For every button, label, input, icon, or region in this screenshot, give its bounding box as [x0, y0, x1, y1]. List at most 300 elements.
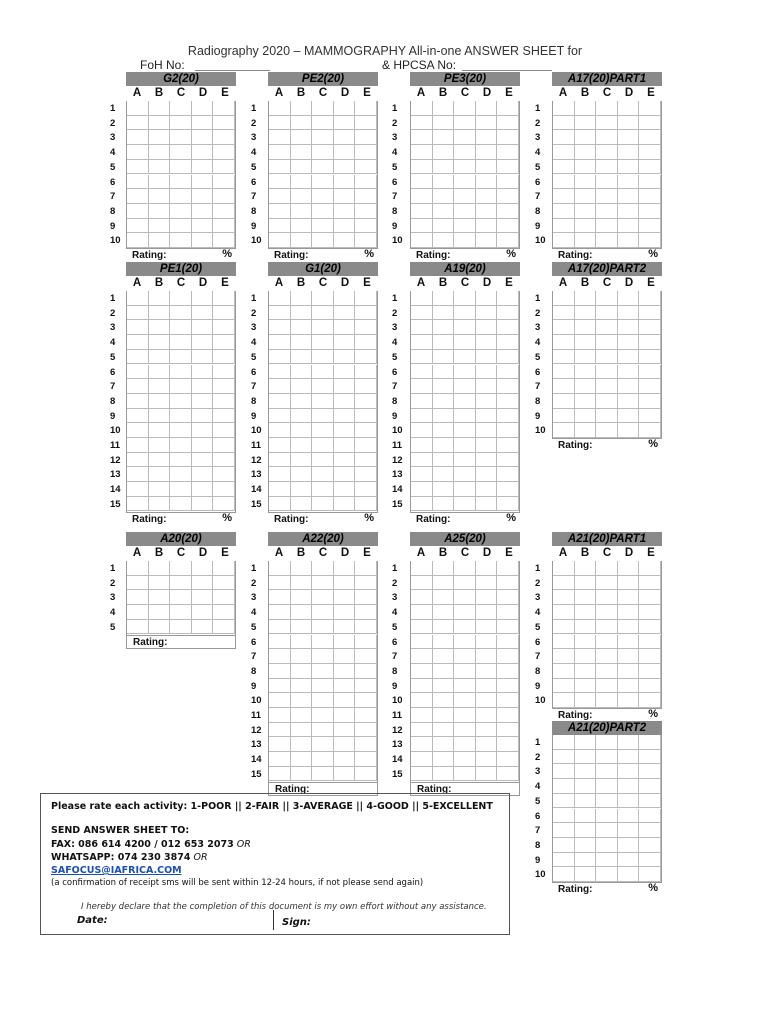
answer-cell[interactable]	[411, 737, 433, 752]
answer-cell[interactable]	[355, 291, 377, 306]
answer-cell[interactable]	[269, 679, 291, 694]
answer-cell[interactable]	[355, 497, 377, 512]
answer-cell[interactable]	[411, 576, 433, 591]
answer-cell[interactable]	[476, 189, 498, 204]
answer-cell[interactable]	[291, 576, 313, 591]
answer-cell[interactable]	[127, 620, 149, 635]
answer-cell[interactable]	[433, 394, 455, 409]
answer-cell[interactable]	[433, 438, 455, 453]
answer-cell[interactable]	[411, 467, 433, 482]
answer-cell[interactable]	[170, 409, 192, 424]
answer-cell[interactable]	[575, 365, 597, 380]
answer-cell[interactable]	[639, 838, 661, 853]
answer-cell[interactable]	[192, 482, 214, 497]
answer-cell[interactable]	[575, 116, 597, 131]
answer-cell[interactable]	[411, 679, 433, 694]
answer-cell[interactable]	[497, 101, 519, 116]
answer-cell[interactable]	[355, 561, 377, 576]
answer-cell[interactable]	[312, 693, 334, 708]
answer-cell[interactable]	[639, 590, 661, 605]
answer-cell[interactable]	[312, 145, 334, 160]
answer-cell[interactable]	[639, 605, 661, 620]
answer-cell[interactable]	[575, 350, 597, 365]
answer-cell[interactable]	[334, 693, 356, 708]
answer-cell[interactable]	[553, 605, 575, 620]
answer-cell[interactable]	[149, 350, 171, 365]
answer-cell[interactable]	[127, 233, 149, 248]
answer-cell[interactable]	[575, 219, 597, 234]
answer-cell[interactable]	[170, 101, 192, 116]
answer-cell[interactable]	[454, 409, 476, 424]
rating-row[interactable]	[268, 248, 378, 263]
answer-cell[interactable]	[497, 189, 519, 204]
answer-cell[interactable]	[355, 320, 377, 335]
answer-cell[interactable]	[127, 423, 149, 438]
answer-cell[interactable]	[497, 620, 519, 635]
answer-cell[interactable]	[476, 649, 498, 664]
answer-cell[interactable]	[476, 219, 498, 234]
answer-cell[interactable]	[639, 794, 661, 809]
answer-cell[interactable]	[170, 620, 192, 635]
answer-cell[interactable]	[639, 116, 661, 131]
answer-cell[interactable]	[433, 679, 455, 694]
answer-cell[interactable]	[575, 320, 597, 335]
answer-cell[interactable]	[639, 409, 661, 424]
answer-cell[interactable]	[596, 693, 618, 708]
answer-cell[interactable]	[639, 620, 661, 635]
answer-cell[interactable]	[553, 130, 575, 145]
answer-cell[interactable]	[411, 101, 433, 116]
answer-cell[interactable]	[291, 306, 313, 321]
answer-cell[interactable]	[454, 723, 476, 738]
answer-cell[interactable]	[497, 708, 519, 723]
answer-cell[interactable]	[433, 635, 455, 650]
answer-cell[interactable]	[192, 306, 214, 321]
answer-cell[interactable]	[454, 576, 476, 591]
answer-cell[interactable]	[149, 130, 171, 145]
answer-cell[interactable]	[213, 620, 235, 635]
rating-row[interactable]	[126, 512, 236, 527]
answer-cell[interactable]	[639, 233, 661, 248]
answer-cell[interactable]	[411, 438, 433, 453]
answer-cell[interactable]	[618, 867, 640, 882]
answer-cell[interactable]	[269, 160, 291, 175]
answer-cell[interactable]	[618, 576, 640, 591]
answer-cell[interactable]	[476, 635, 498, 650]
answer-cell[interactable]	[497, 145, 519, 160]
answer-cell[interactable]	[476, 723, 498, 738]
answer-cell[interactable]	[312, 233, 334, 248]
answer-cell[interactable]	[454, 438, 476, 453]
answer-cell[interactable]	[497, 438, 519, 453]
answer-cell[interactable]	[596, 219, 618, 234]
answer-cell[interactable]	[312, 482, 334, 497]
answer-cell[interactable]	[291, 219, 313, 234]
answer-cell[interactable]	[269, 233, 291, 248]
answer-cell[interactable]	[433, 497, 455, 512]
answer-cell[interactable]	[618, 605, 640, 620]
answer-cell[interactable]	[575, 794, 597, 809]
answer-cell[interactable]	[192, 438, 214, 453]
answer-cell[interactable]	[355, 679, 377, 694]
answer-cell[interactable]	[639, 635, 661, 650]
answer-cell[interactable]	[476, 409, 498, 424]
answer-cell[interactable]	[553, 291, 575, 306]
answer-cell[interactable]	[269, 394, 291, 409]
answer-cell[interactable]	[269, 664, 291, 679]
answer-cell[interactable]	[149, 365, 171, 380]
answer-cell[interactable]	[334, 101, 356, 116]
answer-cell[interactable]	[149, 590, 171, 605]
answer-cell[interactable]	[127, 453, 149, 468]
answer-cell[interactable]	[312, 130, 334, 145]
answer-cell[interactable]	[269, 365, 291, 380]
answer-cell[interactable]	[269, 467, 291, 482]
answer-cell[interactable]	[192, 160, 214, 175]
answer-cell[interactable]	[312, 620, 334, 635]
answer-cell[interactable]	[269, 130, 291, 145]
answer-cell[interactable]	[618, 394, 640, 409]
answer-cell[interactable]	[170, 219, 192, 234]
answer-cell[interactable]	[213, 467, 235, 482]
answer-cell[interactable]	[355, 175, 377, 190]
answer-cell[interactable]	[149, 219, 171, 234]
answer-cell[interactable]	[433, 590, 455, 605]
answer-cell[interactable]	[170, 291, 192, 306]
answer-cell[interactable]	[355, 649, 377, 664]
answer-cell[interactable]	[170, 130, 192, 145]
answer-cell[interactable]	[312, 335, 334, 350]
answer-cell[interactable]	[618, 175, 640, 190]
answer-cell[interactable]	[618, 764, 640, 779]
answer-cell[interactable]	[454, 175, 476, 190]
answer-cell[interactable]	[476, 116, 498, 131]
answer-cell[interactable]	[639, 809, 661, 824]
answer-cell[interactable]	[575, 335, 597, 350]
answer-cell[interactable]	[192, 233, 214, 248]
answer-cell[interactable]	[334, 605, 356, 620]
answer-cell[interactable]	[312, 365, 334, 380]
answer-cell[interactable]	[149, 291, 171, 306]
answer-cell[interactable]	[575, 809, 597, 824]
answer-cell[interactable]	[170, 561, 192, 576]
answer-cell[interactable]	[291, 204, 313, 219]
answer-cell[interactable]	[596, 635, 618, 650]
answer-cell[interactable]	[596, 320, 618, 335]
answer-cell[interactable]	[127, 320, 149, 335]
answer-cell[interactable]	[575, 379, 597, 394]
answer-cell[interactable]	[213, 219, 235, 234]
answer-cell[interactable]	[596, 116, 618, 131]
answer-cell[interactable]	[497, 409, 519, 424]
answer-cell[interactable]	[454, 335, 476, 350]
answer-cell[interactable]	[269, 379, 291, 394]
answer-cell[interactable]	[596, 335, 618, 350]
answer-cell[interactable]	[618, 379, 640, 394]
answer-cell[interactable]	[618, 130, 640, 145]
answer-cell[interactable]	[192, 590, 214, 605]
answer-cell[interactable]	[170, 350, 192, 365]
answer-cell[interactable]	[596, 145, 618, 160]
answer-cell[interactable]	[476, 379, 498, 394]
answer-cell[interactable]	[192, 467, 214, 482]
answer-cell[interactable]	[497, 219, 519, 234]
answer-cell[interactable]	[312, 423, 334, 438]
answer-cell[interactable]	[618, 779, 640, 794]
answer-cell[interactable]	[291, 708, 313, 723]
answer-cell[interactable]	[433, 664, 455, 679]
answer-cell[interactable]	[618, 838, 640, 853]
answer-cell[interactable]	[269, 590, 291, 605]
answer-cell[interactable]	[269, 723, 291, 738]
answer-cell[interactable]	[639, 750, 661, 765]
answer-cell[interactable]	[553, 175, 575, 190]
answer-cell[interactable]	[553, 867, 575, 882]
answer-cell[interactable]	[355, 664, 377, 679]
answer-cell[interactable]	[553, 679, 575, 694]
answer-cell[interactable]	[575, 145, 597, 160]
answer-cell[interactable]	[476, 590, 498, 605]
answer-cell[interactable]	[454, 767, 476, 782]
answer-cell[interactable]	[312, 649, 334, 664]
answer-cell[interactable]	[213, 189, 235, 204]
answer-cell[interactable]	[476, 175, 498, 190]
answer-cell[interactable]	[127, 335, 149, 350]
answer-cell[interactable]	[411, 620, 433, 635]
answer-cell[interactable]	[192, 394, 214, 409]
answer-cell[interactable]	[497, 379, 519, 394]
answer-cell[interactable]	[312, 576, 334, 591]
answer-cell[interactable]	[127, 467, 149, 482]
answer-cell[interactable]	[497, 752, 519, 767]
answer-cell[interactable]	[127, 204, 149, 219]
answer-cell[interactable]	[553, 764, 575, 779]
answer-cell[interactable]	[454, 664, 476, 679]
answer-cell[interactable]	[476, 233, 498, 248]
answer-cell[interactable]	[312, 635, 334, 650]
answer-cell[interactable]	[334, 219, 356, 234]
answer-cell[interactable]	[433, 453, 455, 468]
answer-cell[interactable]	[618, 409, 640, 424]
answer-cell[interactable]	[291, 620, 313, 635]
answer-cell[interactable]	[596, 823, 618, 838]
answer-cell[interactable]	[127, 379, 149, 394]
answer-cell[interactable]	[553, 160, 575, 175]
answer-cell[interactable]	[411, 497, 433, 512]
answer-cell[interactable]	[291, 160, 313, 175]
answer-cell[interactable]	[476, 350, 498, 365]
answer-cell[interactable]	[596, 576, 618, 591]
answer-cell[interactable]	[127, 590, 149, 605]
answer-cell[interactable]	[312, 320, 334, 335]
answer-cell[interactable]	[269, 605, 291, 620]
answer-cell[interactable]	[575, 423, 597, 438]
answer-cell[interactable]	[433, 737, 455, 752]
answer-cell[interactable]	[355, 233, 377, 248]
answer-cell[interactable]	[291, 467, 313, 482]
answer-cell[interactable]	[127, 116, 149, 131]
answer-cell[interactable]	[355, 189, 377, 204]
answer-cell[interactable]	[433, 350, 455, 365]
answer-cell[interactable]	[170, 576, 192, 591]
answer-cell[interactable]	[575, 204, 597, 219]
answer-cell[interactable]	[454, 605, 476, 620]
answer-cell[interactable]	[334, 423, 356, 438]
answer-cell[interactable]	[433, 767, 455, 782]
answer-cell[interactable]	[334, 394, 356, 409]
answer-cell[interactable]	[497, 175, 519, 190]
answer-cell[interactable]	[411, 423, 433, 438]
answer-cell[interactable]	[497, 635, 519, 650]
answer-cell[interactable]	[454, 350, 476, 365]
answer-cell[interactable]	[334, 335, 356, 350]
answer-cell[interactable]	[553, 350, 575, 365]
answer-cell[interactable]	[355, 438, 377, 453]
answer-cell[interactable]	[170, 453, 192, 468]
answer-cell[interactable]	[497, 482, 519, 497]
answer-cell[interactable]	[411, 590, 433, 605]
answer-cell[interactable]	[334, 576, 356, 591]
answer-cell[interactable]	[575, 101, 597, 116]
answer-cell[interactable]	[596, 838, 618, 853]
answer-cell[interactable]	[596, 101, 618, 116]
answer-cell[interactable]	[411, 649, 433, 664]
answer-cell[interactable]	[575, 693, 597, 708]
answer-cell[interactable]	[334, 708, 356, 723]
answer-cell[interactable]	[596, 204, 618, 219]
answer-cell[interactable]	[454, 708, 476, 723]
answer-cell[interactable]	[454, 423, 476, 438]
answer-cell[interactable]	[312, 453, 334, 468]
answer-cell[interactable]	[476, 497, 498, 512]
answer-cell[interactable]	[575, 620, 597, 635]
answer-cell[interactable]	[291, 649, 313, 664]
answer-cell[interactable]	[213, 233, 235, 248]
rating-row[interactable]	[126, 635, 236, 649]
answer-cell[interactable]	[575, 838, 597, 853]
answer-cell[interactable]	[334, 175, 356, 190]
answer-cell[interactable]	[149, 482, 171, 497]
answer-cell[interactable]	[355, 482, 377, 497]
answer-cell[interactable]	[553, 320, 575, 335]
answer-cell[interactable]	[312, 679, 334, 694]
answer-cell[interactable]	[269, 204, 291, 219]
answer-cell[interactable]	[497, 561, 519, 576]
answer-cell[interactable]	[433, 101, 455, 116]
answer-cell[interactable]	[575, 160, 597, 175]
answer-cell[interactable]	[639, 291, 661, 306]
answer-cell[interactable]	[618, 365, 640, 380]
answer-cell[interactable]	[170, 497, 192, 512]
answer-cell[interactable]	[170, 467, 192, 482]
answer-cell[interactable]	[553, 809, 575, 824]
answer-cell[interactable]	[596, 764, 618, 779]
answer-cell[interactable]	[149, 379, 171, 394]
answer-cell[interactable]	[334, 737, 356, 752]
answer-cell[interactable]	[411, 453, 433, 468]
answer-cell[interactable]	[149, 101, 171, 116]
answer-cell[interactable]	[411, 379, 433, 394]
answer-cell[interactable]	[213, 160, 235, 175]
answer-cell[interactable]	[497, 605, 519, 620]
answer-cell[interactable]	[639, 130, 661, 145]
answer-cell[interactable]	[575, 750, 597, 765]
answer-cell[interactable]	[269, 291, 291, 306]
answer-cell[interactable]	[312, 160, 334, 175]
answer-cell[interactable]	[192, 576, 214, 591]
answer-cell[interactable]	[149, 145, 171, 160]
answer-cell[interactable]	[497, 497, 519, 512]
answer-cell[interactable]	[553, 561, 575, 576]
answer-cell[interactable]	[355, 752, 377, 767]
answer-cell[interactable]	[454, 453, 476, 468]
answer-cell[interactable]	[334, 233, 356, 248]
answer-cell[interactable]	[476, 365, 498, 380]
answer-cell[interactable]	[618, 101, 640, 116]
answer-cell[interactable]	[127, 306, 149, 321]
answer-cell[interactable]	[312, 737, 334, 752]
answer-cell[interactable]	[497, 453, 519, 468]
answer-cell[interactable]	[291, 561, 313, 576]
answer-cell[interactable]	[291, 175, 313, 190]
answer-cell[interactable]	[575, 409, 597, 424]
answer-cell[interactable]	[291, 291, 313, 306]
answer-cell[interactable]	[127, 394, 149, 409]
answer-cell[interactable]	[170, 145, 192, 160]
answer-cell[interactable]	[553, 735, 575, 750]
answer-cell[interactable]	[553, 233, 575, 248]
answer-cell[interactable]	[553, 189, 575, 204]
answer-cell[interactable]	[618, 635, 640, 650]
answer-cell[interactable]	[476, 438, 498, 453]
answer-cell[interactable]	[596, 605, 618, 620]
answer-cell[interactable]	[269, 737, 291, 752]
answer-cell[interactable]	[213, 145, 235, 160]
answer-cell[interactable]	[411, 233, 433, 248]
answer-cell[interactable]	[355, 590, 377, 605]
answer-cell[interactable]	[213, 423, 235, 438]
answer-cell[interactable]	[596, 794, 618, 809]
answer-cell[interactable]	[433, 620, 455, 635]
answer-cell[interactable]	[596, 779, 618, 794]
answer-cell[interactable]	[618, 204, 640, 219]
answer-cell[interactable]	[213, 101, 235, 116]
answer-cell[interactable]	[334, 365, 356, 380]
answer-cell[interactable]	[553, 204, 575, 219]
answer-cell[interactable]	[575, 649, 597, 664]
answer-cell[interactable]	[269, 350, 291, 365]
answer-cell[interactable]	[497, 335, 519, 350]
answer-cell[interactable]	[127, 160, 149, 175]
answer-cell[interactable]	[618, 750, 640, 765]
answer-cell[interactable]	[192, 130, 214, 145]
answer-cell[interactable]	[312, 708, 334, 723]
answer-cell[interactable]	[454, 160, 476, 175]
answer-cell[interactable]	[553, 335, 575, 350]
answer-cell[interactable]	[596, 649, 618, 664]
answer-cell[interactable]	[149, 175, 171, 190]
answer-cell[interactable]	[476, 335, 498, 350]
answer-cell[interactable]	[149, 116, 171, 131]
answer-cell[interactable]	[411, 189, 433, 204]
answer-cell[interactable]	[213, 320, 235, 335]
answer-cell[interactable]	[291, 723, 313, 738]
hpcsa-number-line[interactable]	[462, 70, 552, 71]
answer-cell[interactable]	[312, 101, 334, 116]
answer-cell[interactable]	[411, 219, 433, 234]
answer-cell[interactable]	[127, 130, 149, 145]
answer-cell[interactable]	[170, 379, 192, 394]
